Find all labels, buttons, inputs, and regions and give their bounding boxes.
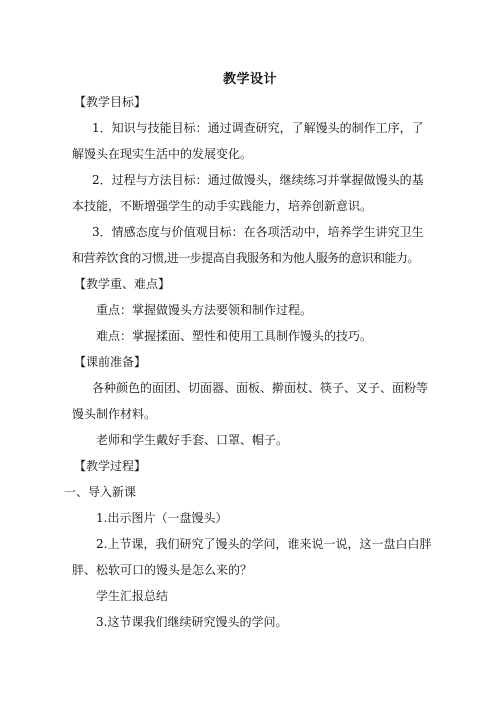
objective-1-line-2: 解馒头在现实生活中的发展变化。	[72, 147, 253, 161]
key-points-heading: 【教学重、难点】	[74, 277, 171, 291]
objective-3-line-1: 3．情感态度与价值观目标：在各项活动中，培养学生讲究卫生	[92, 225, 424, 239]
process-heading: 【教学过程】	[74, 459, 147, 473]
step-2-line-2: 胖、松软可口的馒头是怎么来的？	[72, 563, 253, 577]
preparation-heading: 【课前准备】	[74, 355, 147, 369]
page-title: 教学设计	[222, 72, 277, 87]
objective-2-line-2: 本技能，不断增强学生的动手实践能力，培养创新意识。	[72, 199, 373, 213]
preparation-1-line-2: 馒头制作材料。	[72, 407, 157, 421]
objective-3-line-2: 和营养饮食的习惯,进一步提高自我服务和为他人服务的意识和能力。	[72, 251, 419, 265]
difficult-point: 难点：掌握揉面、塑性和使用工具制作馒头的技巧。	[96, 329, 373, 343]
student-summary: 学生汇报总结	[96, 589, 169, 603]
step-1: 1.出示图片（一盘馒头）	[96, 511, 228, 525]
preparation-2: 老师和学生戴好手套、口罩、帽子。	[96, 433, 289, 447]
objectives-heading: 【教学目标】	[74, 95, 147, 109]
step-3: 3.这节课我们继续研究馒头的学问。	[96, 615, 288, 629]
objective-2-line-1: 2．过程与方法目标：通过做馒头，继续练习并掌握做馒头的基	[92, 173, 424, 187]
step-2-line-1: 2.上节课，我们研究了馒头的学问，谁来说一说，这一盘白白胖	[96, 537, 432, 551]
part-1-heading: 一、导入新课	[64, 485, 137, 499]
key-point: 重点：掌握做馒头方法要领和制作过程。	[96, 303, 313, 317]
preparation-1-line-1: 各种颜色的面团、切面器、面板、擀面杖、筷子、叉子、面粉等	[92, 381, 429, 395]
objective-1-line-1: 1．知识与技能目标：通过调查研究，了解馒头的制作工序，了	[92, 121, 424, 135]
